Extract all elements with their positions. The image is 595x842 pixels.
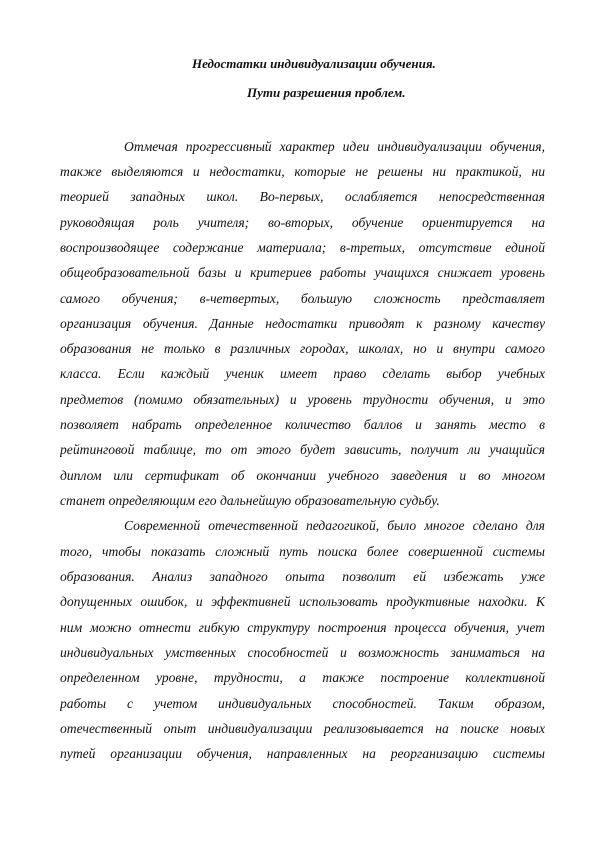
body-text-line: общеобразовательной базы и критериев работы учащихся снижает уровень xyxy=(60,265,545,280)
body-text-line: индивидуальных умственных способностей и возможность заниматься на xyxy=(60,645,545,660)
body-text-line: Отмечая прогрессивный характер идеи индивидуализации обучения, xyxy=(124,139,545,154)
body-text-line: допущенных ошибок, и эффективней использовать продуктивные находки. К xyxy=(60,594,545,609)
body-text-line: образования. Анализ западного опыта позволит ей избежать уже xyxy=(60,569,545,584)
body-text-line: воспроизводящее содержание материала; в-третьих, отсутствие единой xyxy=(60,240,545,255)
body-text-line: диплом или сертификат об окончании учебного заведения и во многом xyxy=(60,468,545,483)
body-text-line: Современной отечественной педагогикой, было многое сделано для xyxy=(124,518,545,533)
body-text-line: отечественный опыт индивидуализации реализовывается на поиске новых xyxy=(60,721,545,736)
body-text-line: определенном уровне, трудности, а также построение коллективной xyxy=(60,670,545,685)
body-text-line: теорией западных школ. Во-первых, ослабляется непосредственная xyxy=(60,189,545,204)
body-text-line: того, чтобы показать сложный путь поиска более совершенной системы xyxy=(60,544,545,559)
body-text-line: руководящая роль учителя; во-вторых, обучение ориентируется на xyxy=(60,215,545,230)
document-title-line-1: Недостатки индивидуализации обучения. xyxy=(192,56,436,71)
body-text-line: организация обучения. Данные недостатки приводят к разному качеству xyxy=(60,316,545,331)
body-text-line: самого обучения; в-четвертых, большую сложность представляет xyxy=(60,291,545,306)
body-text-line: работы с учетом индивидуальных способностей. Таким образом, xyxy=(60,696,545,711)
body-text-line: станет определяющим его дальнейшую образовательную судьбу. xyxy=(60,493,440,508)
body-text-line: путей организации обучения, направленных на реорганизацию системы xyxy=(60,746,545,761)
body-text-line: ним можно отнести гибкую структуру построения процесса обучения, учет xyxy=(60,620,545,635)
body-text-line: также выделяются и недостатки, которые не решены ни практикой, ни xyxy=(60,164,545,179)
document-title-line-2: Пути разрешения проблем. xyxy=(247,85,406,100)
body-text-line: класса. Если каждый ученик имеет право сделать выбор учебных xyxy=(60,366,545,381)
body-text-line: предметов (помимо обязательных) и уровень трудности обучения, и это xyxy=(60,392,545,407)
body-text-line: образования не только в различных городах, школах, но и внутри самого xyxy=(60,341,545,356)
body-text-line: рейтинговой таблице, то от этого будет зависить, получит ли учащийся xyxy=(60,442,545,457)
body-text-line: позволяет набрать определенное количество баллов и занять место в xyxy=(60,417,545,432)
